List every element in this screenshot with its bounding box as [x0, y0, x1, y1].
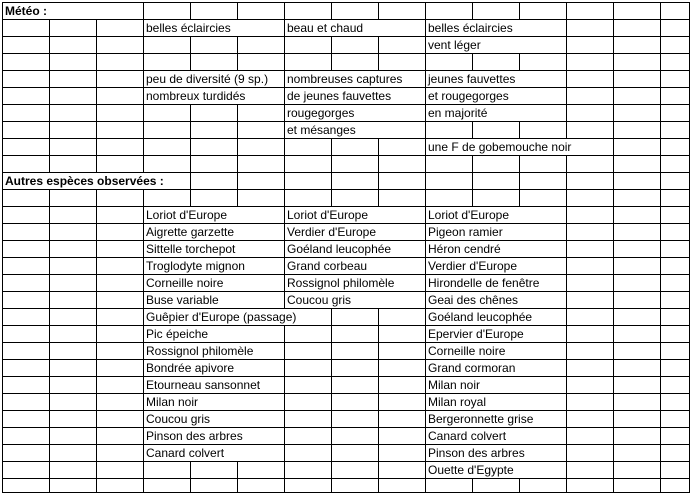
col1-species[interactable]: Aigrette garzette	[144, 224, 284, 240]
col3-species[interactable]: Pigeon ramier	[426, 224, 566, 240]
col2-species[interactable]: Grand corbeau	[285, 258, 425, 274]
col1-species[interactable]: Corneille noire	[144, 275, 284, 291]
col3-species[interactable]: Verdier d'Europe	[426, 258, 566, 274]
col3-species[interactable]: Hirondelle de fenêtre	[426, 275, 566, 291]
col1-species[interactable]: Guêpier d'Europe (passage)	[144, 309, 331, 325]
col1-species[interactable]: Loriot d'Europe	[144, 207, 284, 223]
col2-note-1[interactable]: de jeunes fauvettes	[285, 88, 425, 104]
col1-species[interactable]: Coucou gris	[144, 411, 284, 427]
col3-species[interactable]: Bergeronnette grise	[426, 411, 566, 427]
col2-species[interactable]: Loriot d'Europe	[285, 207, 425, 223]
meteo-label[interactable]: Météo :	[3, 3, 143, 19]
col1-species[interactable]: Bondrée apivore	[144, 360, 284, 376]
col3-species[interactable]: Loriot d'Europe	[426, 207, 566, 223]
col3-note-0[interactable]: jeunes fauvettes	[426, 71, 566, 87]
other-species-label[interactable]: Autres espèces observées :	[3, 173, 190, 189]
col1-note-1[interactable]: nombreux turdidés	[144, 88, 284, 104]
col1-weather-0[interactable]: belles éclaircies	[144, 20, 284, 36]
col1-species[interactable]: Rossignol philomèle	[144, 343, 284, 359]
col2-species[interactable]: Rossignol philomèle	[285, 275, 425, 291]
col3-species[interactable]: Ouette d'Egypte	[426, 462, 566, 478]
col3-species[interactable]: Pinson des arbres	[426, 445, 566, 461]
col1-species[interactable]: Troglodyte mignon	[144, 258, 284, 274]
col3-note-1[interactable]: et rougegorges	[426, 88, 566, 104]
col2-species[interactable]: Verdier d'Europe	[285, 224, 425, 240]
col3-species[interactable]: Goéland leucophée	[426, 309, 566, 325]
col1-species[interactable]: Pinson des arbres	[144, 428, 284, 444]
col3-weather-1[interactable]: vent léger	[426, 37, 566, 53]
col3-species[interactable]: Grand cormoran	[426, 360, 566, 376]
col3-species[interactable]: Canard colvert	[426, 428, 566, 444]
col3-species[interactable]: Epervier d'Europe	[426, 326, 566, 342]
col1-note-0[interactable]: peu de diversité (9 sp.)	[144, 71, 284, 87]
col1-species[interactable]: Canard colvert	[144, 445, 284, 461]
col3-species[interactable]: Milan royal	[426, 394, 566, 410]
col1-species[interactable]: Pic épeiche	[144, 326, 284, 342]
col1-species[interactable]: Etourneau sansonnet	[144, 377, 284, 393]
col3-species[interactable]: Milan noir	[426, 377, 566, 393]
col1-species[interactable]: Buse variable	[144, 292, 284, 308]
col2-species[interactable]: Coucou gris	[285, 292, 425, 308]
col2-species[interactable]: Goéland leucophée	[285, 241, 425, 257]
col2-note-3[interactable]: et mésanges	[285, 122, 425, 138]
col2-weather-0[interactable]: beau et chaud	[285, 20, 425, 36]
col3-note-4[interactable]: une F de gobemouche noir	[426, 139, 613, 155]
col1-species[interactable]: Sittelle torchepot	[144, 241, 284, 257]
col1-species[interactable]: Milan noir	[144, 394, 284, 410]
col3-species[interactable]: Corneille noire	[426, 343, 566, 359]
col3-weather-0[interactable]: belles éclaircies	[426, 20, 566, 36]
col2-note-0[interactable]: nombreuses captures	[285, 71, 425, 87]
col3-note-2[interactable]: en majorité	[426, 105, 566, 121]
spreadsheet-grid	[2, 2, 690, 493]
col2-note-2[interactable]: rougegorges	[285, 105, 425, 121]
col3-species[interactable]: Héron cendré	[426, 241, 566, 257]
col3-species[interactable]: Geai des chênes	[426, 292, 566, 308]
